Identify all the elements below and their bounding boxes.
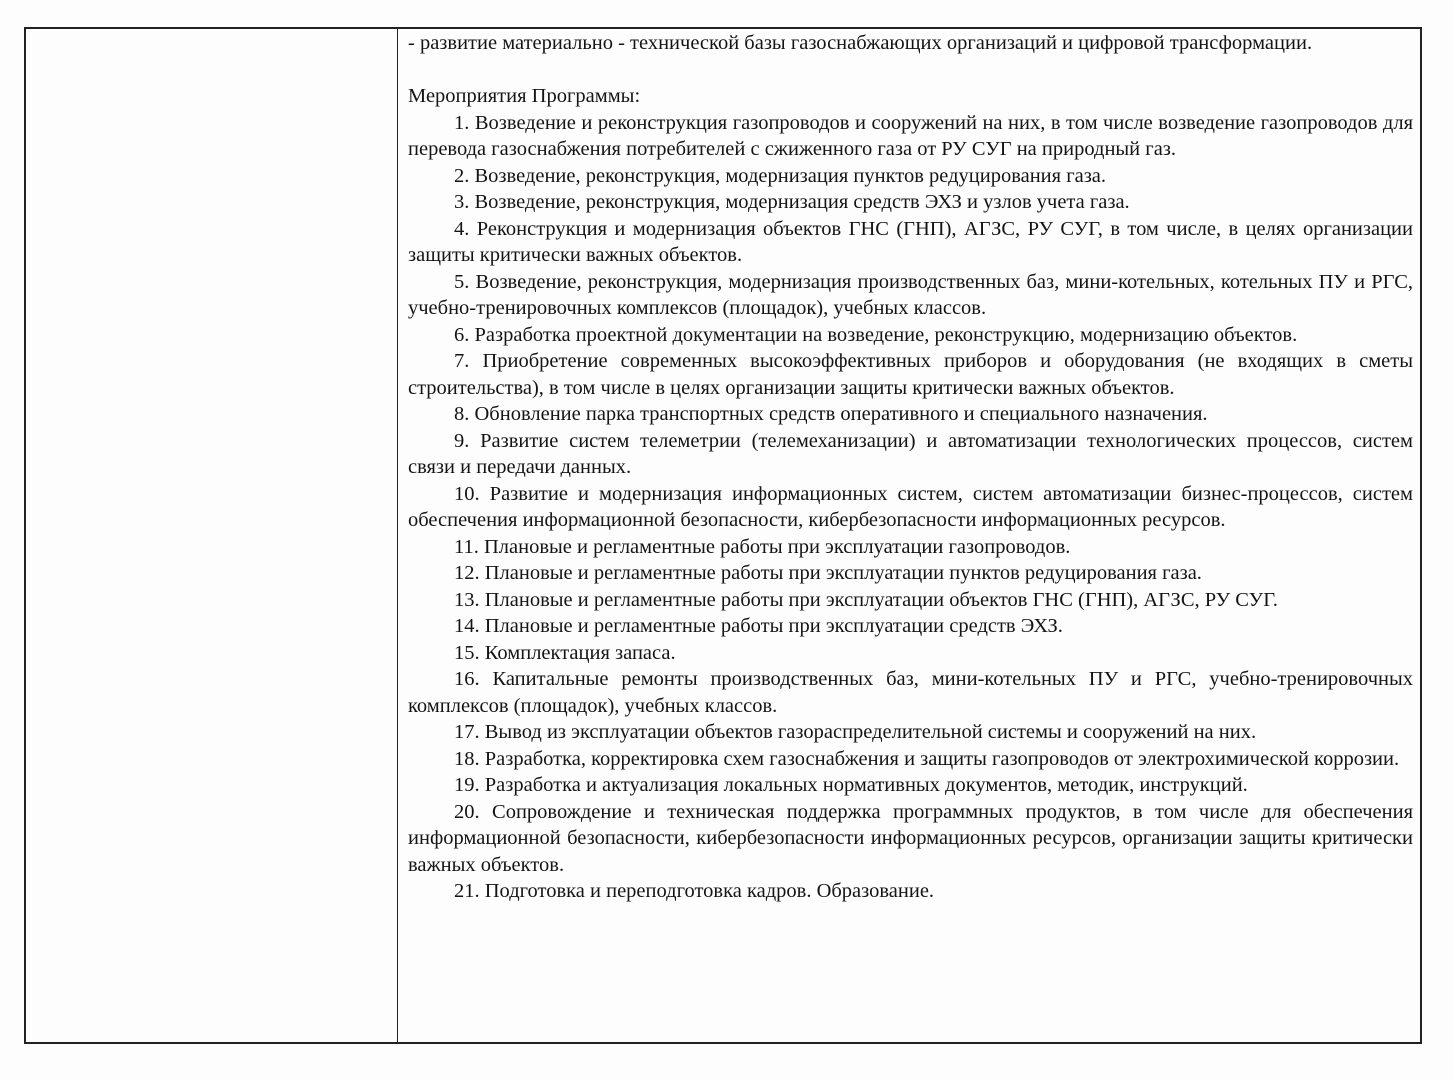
measure-item: 6. Разработка проектной документации на возведение, реконструкцию, модернизацию объектов. <box>454 323 1298 346</box>
measure-item: 16. Капитальные ремонты производственных баз, мини-котельных ПУ и РГС, учебно-тренировочных комплексов (площадок), учебных классов. <box>408 668 1413 717</box>
measure-item: 5. Возведение, реконструкция, модернизация производственных баз, мини-котельных, котельных ПУ и РГС, учебно-тренировочных комплексов (площадок), учебных классов. <box>408 270 1413 319</box>
intro-text: - развитие материально - технической базы газоснабжающих организаций и цифровой трансформации. <box>408 32 1313 54</box>
measure-item: 4. Реконструкция и модернизация объектов ГНС (ГНП), АГЗС, РУ СУГ, в том числе, в целях организации защиты критически важных объектов. <box>408 217 1413 266</box>
measure-item: 8. Обновление парка транспортных средств оперативного и специального назначения. <box>454 403 1208 425</box>
measure-item: 7. Приобретение современных высокоэффективных приборов и оборудования (не входящих в сметы строительства), в том числе в целях организации защиты критически важных объектов. <box>408 350 1413 399</box>
measure-item: 13. Плановые и регламентные работы при эксплуатации объектов ГНС (ГНП), АГЗС, РУ СУГ. <box>454 588 1278 611</box>
document-table <box>24 27 1422 1044</box>
measure-item: 20. Сопровождение и техническая поддержка программных продуктов, в том числе для обеспечения информационной безопасности, кибербезопасности информационных ресурсов, организации защиты критически важных объектов. <box>408 800 1413 876</box>
measure-item: 15. Комплектация запаса. <box>454 641 676 664</box>
measure-item: 9. Развитие систем телеметрии (телемеханизации) и автоматизации технологических процессов, систем связи и передачи данных. <box>408 429 1413 478</box>
measure-item: 3. Возведение, реконструкция, модернизация средств ЭХЗ и узлов учета газа. <box>454 191 1130 213</box>
measure-item: 1. Возведение и реконструкция газопроводов и сооружений на них, в том числе возведение газопроводов для перевода газоснабжения потребителей с сжиженного газа от РУ СУГ на природный газ. <box>408 111 1413 160</box>
table-right-cell <box>398 29 1420 1042</box>
section-heading: Мероприятия Программы: <box>408 85 641 107</box>
table-left-cell <box>26 29 398 1042</box>
measure-item: 17. Вывод из эксплуатации объектов газораспределительной системы и сооружений на них. <box>454 721 1257 743</box>
measure-item: 12. Плановые и регламентные работы при эксплуатации пунктов редуцирования газа. <box>454 562 1202 584</box>
measure-item: 14. Плановые и регламентные работы при эксплуатации средств ЭХЗ. <box>454 615 1063 637</box>
measure-item: 18. Разработка, корректировка схем газоснабжения и защиты газопроводов от электрохимической коррозии. <box>454 747 1400 770</box>
spacer <box>408 57 1413 84</box>
measure-item: 10. Развитие и модернизация информационных систем, систем автоматизации бизнес-процессов, систем обеспечения информационной безопасности, кибербезопасности информационных ресурсов. <box>408 482 1413 531</box>
measures-list <box>408 110 1413 905</box>
measure-item: 11. Плановые и регламентные работы при эксплуатации газопроводов. <box>454 535 1071 558</box>
measure-item: 21. Подготовка и переподготовка кадров. Образование. <box>454 880 935 902</box>
measure-item: 2. Возведение, реконструкция, модернизация пунктов редуцирования газа. <box>454 164 1107 187</box>
measure-item: 19. Разработка и актуализация локальных нормативных документов, методик, инструкций. <box>454 774 1248 796</box>
